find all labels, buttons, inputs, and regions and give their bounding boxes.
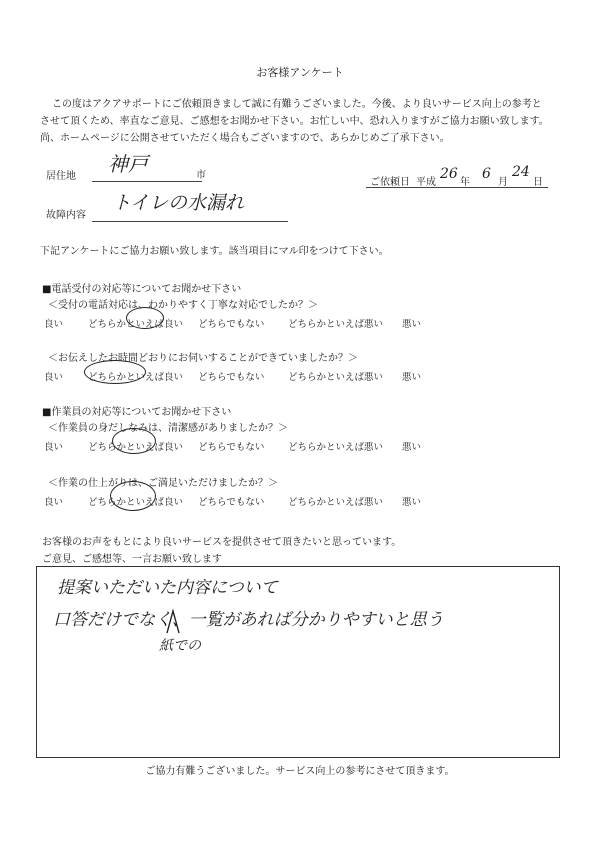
selection-circle bbox=[84, 360, 146, 384]
option-neutral[interactable]: どちらでもない bbox=[198, 372, 265, 383]
survey-title: お客様アンケート bbox=[256, 66, 344, 79]
residence-suffix: 市 bbox=[196, 170, 206, 181]
question-phone-clarity: ＜受付の電話対応は、わかりやすく丁寧な対応でしたか？＞ bbox=[48, 300, 318, 311]
feedback-line-2: 口答だけでなく、一覧があれば分かりやすいと思う bbox=[53, 610, 444, 630]
instruction-text: 下記アンケートにご協力お願い致します。該当項目にマル印をつけて下さい。 bbox=[40, 246, 389, 257]
issue-label: 故障内容 bbox=[46, 210, 86, 221]
residence-underline bbox=[92, 181, 202, 182]
section-heading-phone: ■電話受付の対応等についてお聞かせ下さい bbox=[42, 284, 242, 295]
request-date-year[interactable]: 26 bbox=[440, 166, 458, 182]
option-somewhat-good[interactable]: どちらかといえば良い bbox=[88, 319, 184, 330]
option-good[interactable]: 良い bbox=[44, 372, 64, 383]
request-date-day[interactable]: 24 bbox=[512, 164, 530, 180]
selection-circle bbox=[126, 307, 164, 329]
option-bad[interactable]: 悪い bbox=[402, 442, 422, 453]
option-somewhat-bad[interactable]: どちらかといえば悪い bbox=[288, 319, 384, 330]
option-neutral[interactable]: どちらでもない bbox=[198, 497, 265, 508]
request-date-year-unit: 年 bbox=[460, 177, 470, 188]
option-neutral[interactable]: どちらでもない bbox=[198, 319, 265, 330]
option-somewhat-bad[interactable]: どちらかといえば悪い bbox=[288, 497, 384, 508]
selection-circle bbox=[110, 481, 156, 511]
request-date-month-unit: 月 bbox=[498, 177, 508, 188]
intro-line-3: 尚、ホームページに公開させていただく場合もございますので、あらかじめご了承下さい。 bbox=[40, 133, 450, 144]
option-somewhat-good[interactable]: どちらかといえば良い bbox=[88, 372, 184, 383]
request-date-era: 平成 bbox=[416, 177, 436, 188]
option-somewhat-bad[interactable]: どちらかといえば悪い bbox=[288, 442, 384, 453]
question-worker-appearance: ＜作業員の身だしなみは、清潔感がありましたか？＞ bbox=[48, 423, 288, 434]
residence-label: 居住地 bbox=[46, 171, 76, 182]
feedback-insert: 紙での bbox=[159, 638, 201, 654]
option-good[interactable]: 良い bbox=[44, 442, 64, 453]
option-neutral[interactable]: どちらでもない bbox=[198, 442, 265, 453]
feedback-prompt-1: お客様のお声をもとにより良いサービスを提供させて頂きたいと思っています。 bbox=[42, 537, 402, 548]
section-heading-worker: ■作業員の対応等についてお聞かせ下さい bbox=[42, 407, 232, 418]
residence-value[interactable]: 神戸 bbox=[108, 152, 148, 176]
question-work-finish: ＜作業の仕上がりは、ご満足いただけましたか？＞ bbox=[48, 478, 278, 489]
option-somewhat-bad[interactable]: どちらかといえば悪い bbox=[288, 372, 384, 383]
option-somewhat-good[interactable]: どちらかといえば良い bbox=[88, 442, 184, 453]
intro-line-1: この度はアクアサポートにご依頼頂きまして誠に有難うございました。今後、より良いサービス向上の参考と bbox=[52, 99, 542, 110]
option-bad[interactable]: 悪い bbox=[402, 319, 422, 330]
request-date-day-unit: 日 bbox=[533, 177, 543, 188]
request-date-underline bbox=[366, 187, 548, 188]
insertion-caret-icon bbox=[165, 607, 181, 635]
option-bad[interactable]: 悪い bbox=[402, 372, 422, 383]
selection-circle bbox=[112, 428, 156, 454]
feedback-prompt-2: ご意見、ご感想等、一言お願い致します bbox=[42, 554, 222, 565]
issue-underline bbox=[92, 221, 288, 222]
feedback-line-1: 提案いただいた内容について bbox=[57, 578, 278, 598]
footer-thanks: ご協力有難うございました。サービス向上の参考にさせて頂きます。 bbox=[145, 766, 455, 777]
question-phone-punctuality: ＜お伝えしたお時間どおりにお伺いすることができていましたか？＞ bbox=[48, 353, 358, 364]
intro-line-2: させて頂くため、率直なご意見、ご感想をお聞かせ下さい。お忙しい中、恐れ入りますがご協力お願い致します。 bbox=[40, 116, 549, 127]
option-good[interactable]: 良い bbox=[44, 497, 64, 508]
issue-value[interactable]: トイレの水漏れ bbox=[112, 192, 245, 214]
request-date-month[interactable]: 6 bbox=[482, 166, 491, 182]
request-date-label: ご依頼日 bbox=[370, 177, 410, 188]
feedback-textarea[interactable] bbox=[36, 566, 560, 758]
option-somewhat-good[interactable]: どちらかといえば良い bbox=[88, 497, 184, 508]
option-bad[interactable]: 悪い bbox=[402, 497, 422, 508]
option-good[interactable]: 良い bbox=[44, 319, 64, 330]
